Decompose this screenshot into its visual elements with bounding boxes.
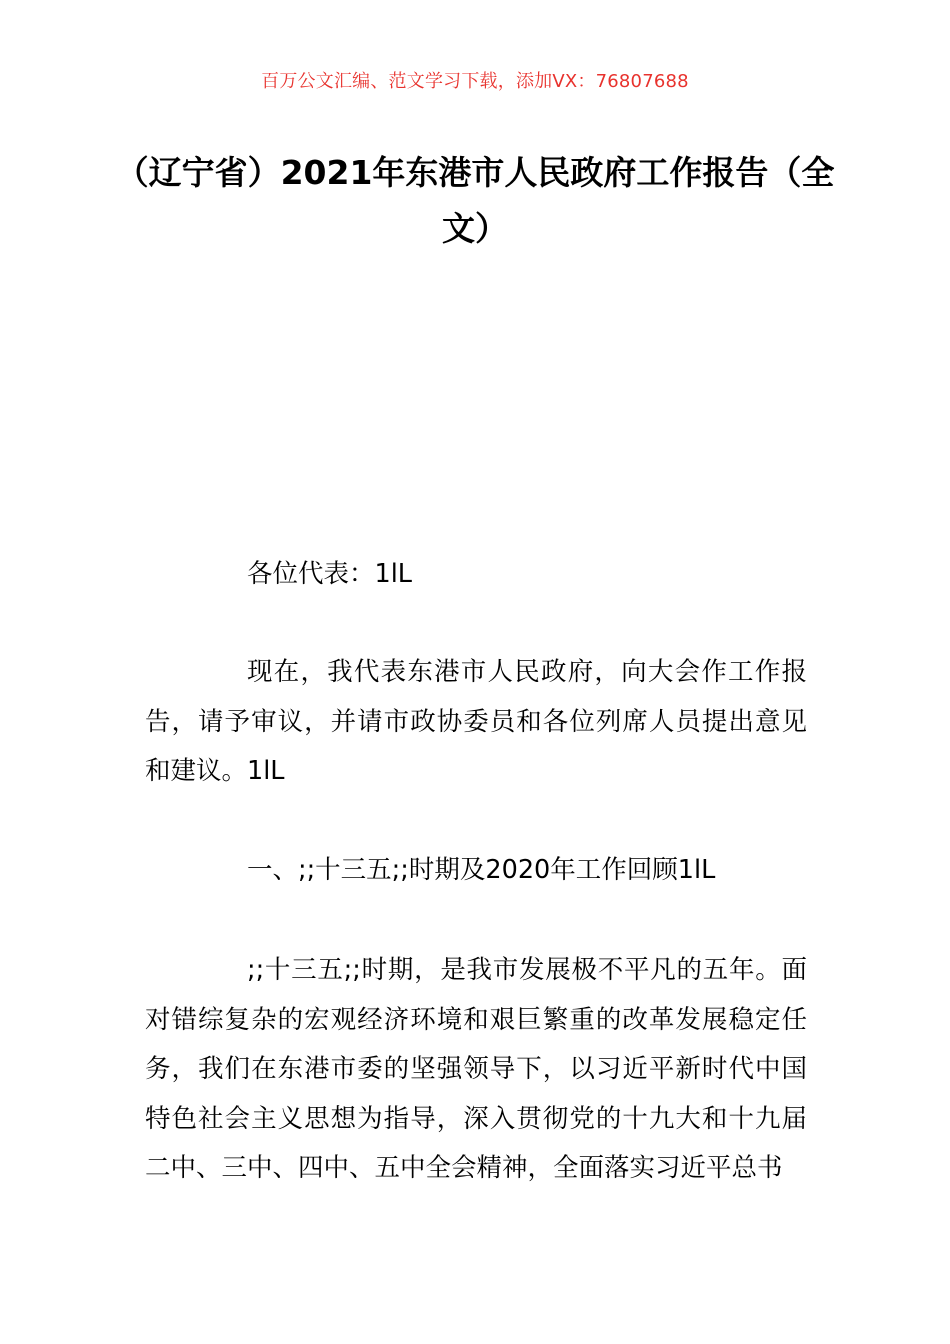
body-paragraph: ;;十三五;;时期，是我市发展极不平凡的五年。面对错综复杂的宏观经济环境和艰巨繁重的改革发展稳定任务，我们在东港市委的坚强领导下，以习近平新时代中国特色社会主义思想为指导，深入贯彻党的十九大和十九届二中、三中、四中、五中全会精神，全面落实习近平总书 <box>145 955 807 1183</box>
section-heading: 一、;;十三五;;时期及2020年工作回顾1lL <box>247 855 716 885</box>
header-note: 百万公文汇编、范文学习下载，添加VX：76807688 <box>261 71 689 92</box>
salutation-paragraph: 各位代表：1lL <box>247 559 413 589</box>
intro-paragraph: 现在，我代表东港市人民政府，向大会作工作报告，请予审议，并请市政协委员和各位列席人员提出意见和建议。1lL <box>145 657 807 786</box>
document-title: （辽宁省）2021年东港市人民政府工作报告（全文） <box>115 153 835 248</box>
